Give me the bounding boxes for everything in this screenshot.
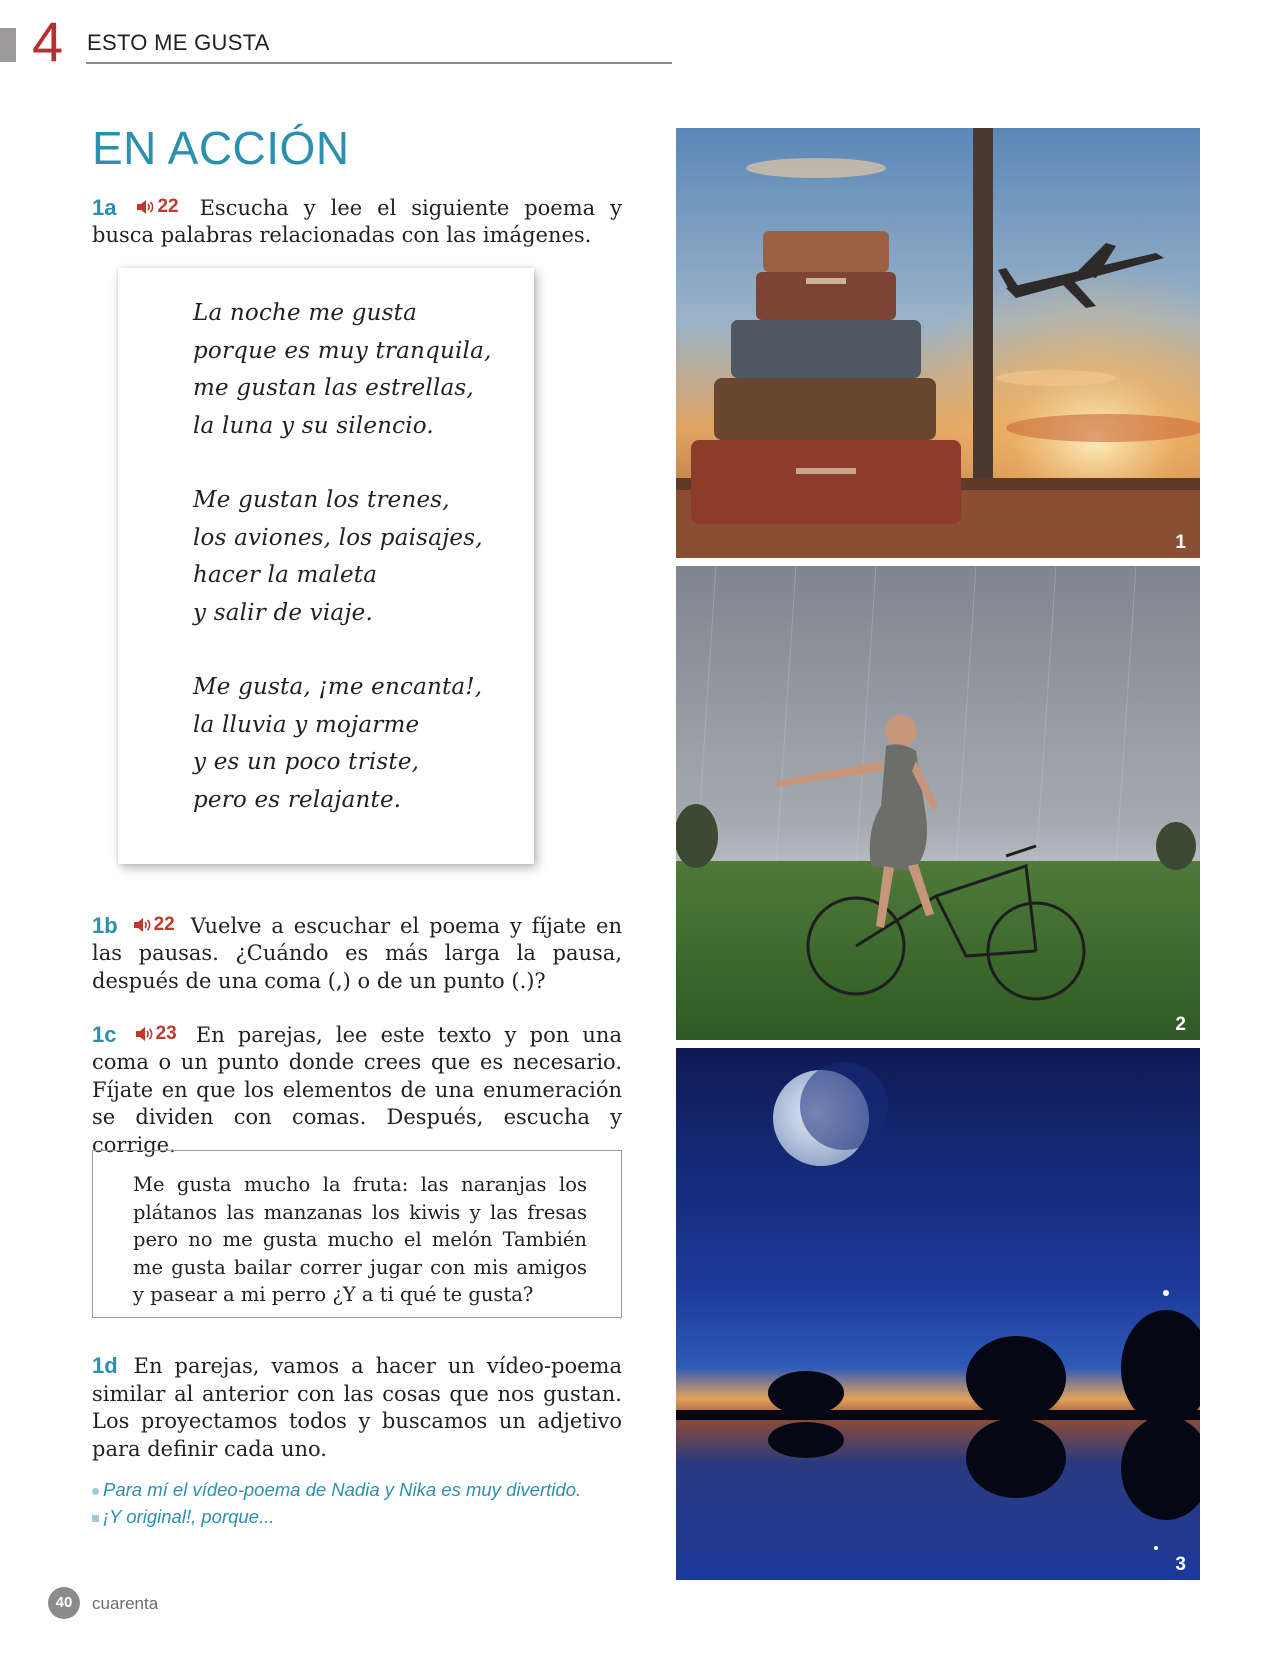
speaker-icon <box>135 199 155 215</box>
poem-line: los aviones, los paisajes, <box>193 524 483 551</box>
exercise-1b <box>92 911 622 995</box>
unit-title: ESTO ME GUSTA <box>87 30 270 55</box>
photo-number: 3 <box>1175 1554 1186 1575</box>
punctuation-text-box: Me gusta mucho la fruta: las naranjas los plátanos las manzanas los kiwis y las fresas pero no me gusta mucho el melón También me gusta bailar correr jugar con mis amigos y pasear a mi perro ¿Y a ti qué te gusta? <box>92 1150 622 1318</box>
exercise-label: 1c <box>92 1021 117 1047</box>
exercise-label: 1a <box>92 194 117 220</box>
photo-rain <box>676 566 1200 1040</box>
audio-track-number: 23 <box>155 1023 177 1044</box>
poem-line: me gustan las estrellas, <box>193 375 474 401</box>
poem-line: Me gusta, ¡me encanta!, <box>193 674 483 700</box>
page-number-word: cuarenta <box>92 1594 159 1613</box>
exercise-label: 1d <box>92 1353 118 1378</box>
poem-stanza <box>193 669 482 819</box>
exercise-text: Escucha y lee el siguiente poema y busca palabras relacionadas con las imágenes. <box>92 195 623 248</box>
photo-night <box>676 1048 1200 1580</box>
header-rule <box>86 62 672 64</box>
poem-line: La noche me gusta <box>193 300 418 326</box>
audio-track[interactable] <box>132 911 175 939</box>
exercise-1a <box>92 193 622 250</box>
exercise-text: Vuelve a escuchar el poema y fíjate en las pausas. ¿Cuándo es más larga la pausa, después de una coma (,) o de un punto (.)? <box>92 913 622 993</box>
poem-stanza <box>193 482 483 632</box>
photo-travel <box>676 128 1200 558</box>
audio-track-number: 22 <box>157 196 179 217</box>
woman-bicycle-rain-image <box>676 566 1200 1040</box>
poem-box <box>118 268 534 864</box>
speech-text: ¡Y original!, porque... <box>103 1506 275 1527</box>
poem-line: Me gustan los trenes, <box>193 487 450 513</box>
poem-line: y salir de viaje. <box>193 599 373 626</box>
bullet-dot-icon <box>92 1488 99 1495</box>
unit-marker-bar <box>0 28 16 62</box>
exercise-1c <box>92 1020 622 1159</box>
moon-lake-night-image <box>676 1048 1200 1580</box>
poem-line: hacer la maleta <box>193 562 378 588</box>
audio-track[interactable] <box>134 1020 177 1048</box>
unit-number: 4 <box>32 10 64 73</box>
poem-line: pero es relajante. <box>193 786 402 813</box>
audio-track-number: 22 <box>153 914 175 935</box>
section-title: EN ACCIÓN <box>92 122 350 174</box>
exercise-1d <box>92 1352 622 1463</box>
bullet-square-icon <box>92 1515 99 1522</box>
speech-example <box>92 1479 581 1501</box>
poem-line: porque es muy tranquila, <box>193 337 492 364</box>
page-number: 40 <box>48 1587 80 1619</box>
photo-number: 2 <box>1175 1014 1186 1035</box>
speaker-icon <box>132 917 152 933</box>
poem-line: la lluvia y mojarme <box>193 711 420 738</box>
exercise-label: 1b <box>92 912 118 938</box>
speech-example <box>92 1506 274 1528</box>
poem-line: y es un poco triste, <box>193 749 420 775</box>
poem-stanza <box>193 295 492 445</box>
poem-line: la luna y su silencio. <box>193 412 434 439</box>
exercise-text: En parejas, lee este texto y pon una coma o un punto donde crees que es necesario. Fíjate en que los elementos de una enumeración se dividen con comas. Después, escucha y corrige. <box>92 1022 622 1157</box>
speech-text: Para mí el vídeo-poema de Nadia y Nika es muy divertido. <box>103 1479 582 1500</box>
suitcases-airplane-image <box>676 128 1200 558</box>
speaker-icon <box>134 1026 154 1042</box>
exercise-text: En parejas, vamos a hacer un vídeo-poema similar al anterior con las cosas que nos gustan. Los proyectamos todos y buscamos un adjetivo para definir cada uno. <box>92 1354 622 1461</box>
photo-number: 1 <box>1175 532 1186 553</box>
audio-track[interactable] <box>135 193 178 221</box>
